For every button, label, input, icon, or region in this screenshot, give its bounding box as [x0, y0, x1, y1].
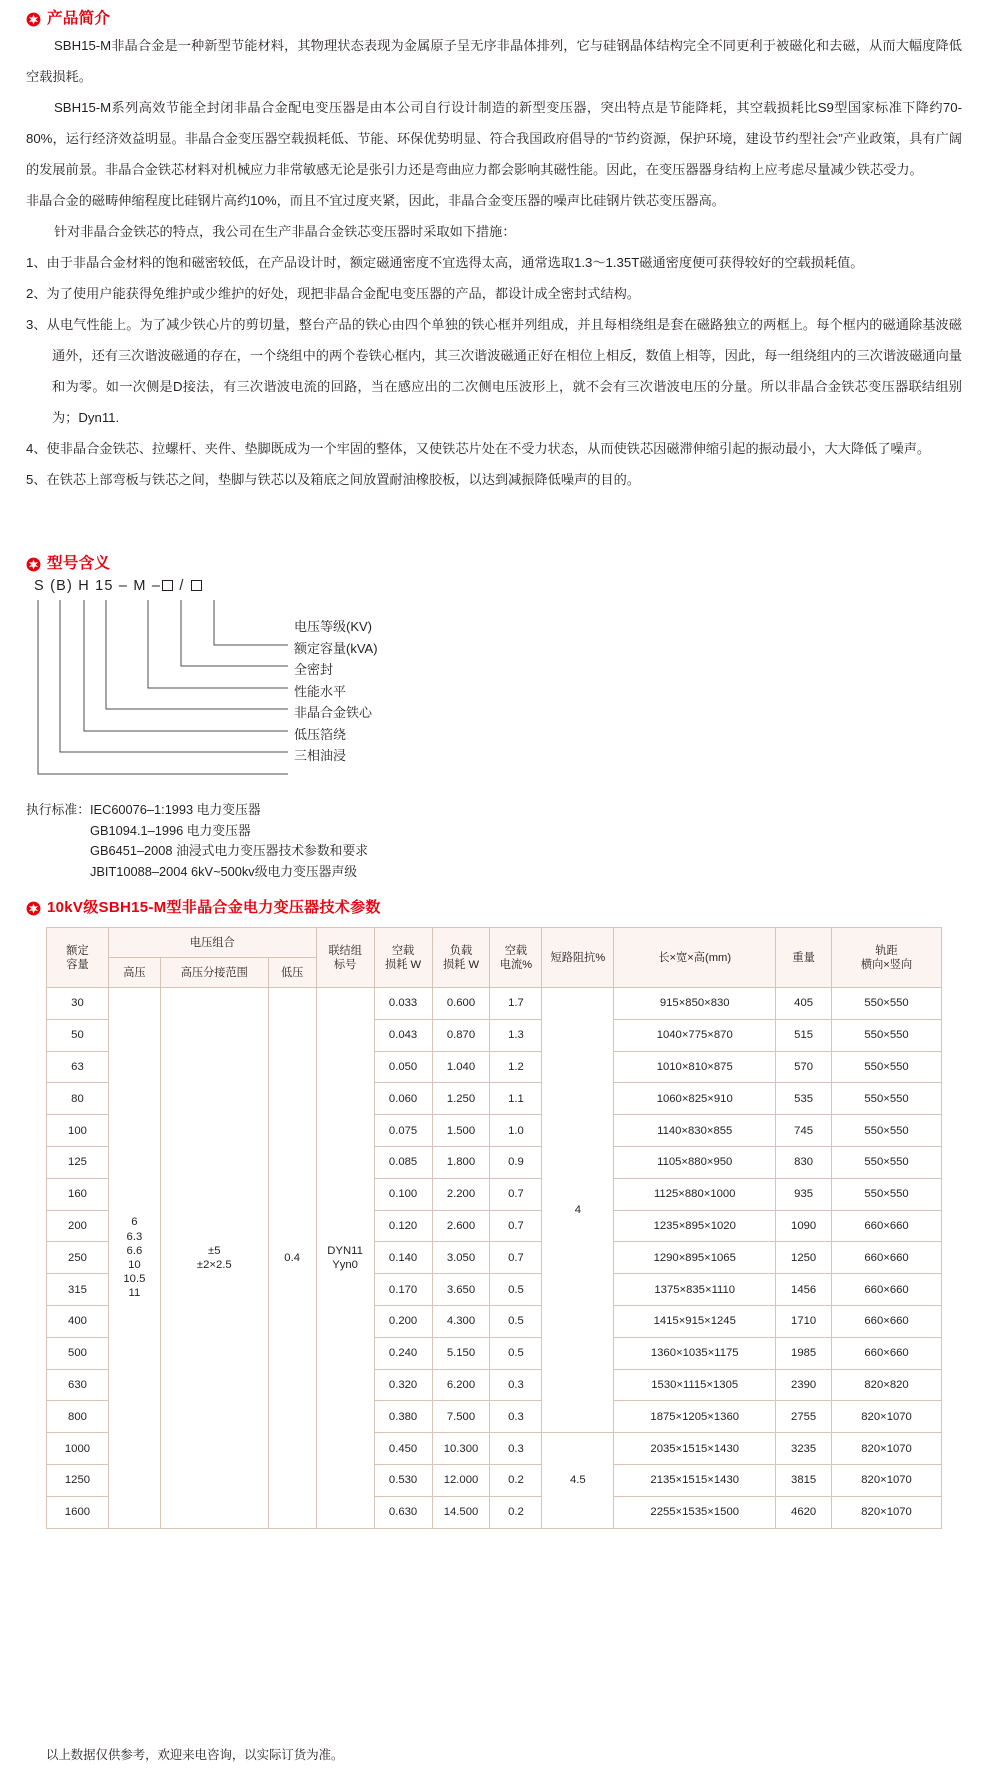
cell-dimensions: 2035×1515×1430 [614, 1433, 776, 1465]
cell-gauge: 820×1070 [832, 1464, 942, 1496]
cell-weight: 570 [776, 1051, 832, 1083]
cell-load-loss: 14.500 [432, 1496, 490, 1528]
cell-group: DYN11 Yyn0 [316, 988, 374, 1529]
cell-no-load-current: 0.3 [490, 1369, 542, 1401]
cell-dimensions: 1290×895×1065 [614, 1242, 776, 1274]
spec-table-body [47, 988, 942, 1529]
cell-weight: 745 [776, 1115, 832, 1147]
cell-no-load-loss: 0.050 [374, 1051, 432, 1083]
cell-no-load-current: 1.3 [490, 1019, 542, 1051]
measure-item-3: 3、从电气性能上。为了减少铁心片的剪切量，整台产品的铁心由四个单独的铁心框并列组成，并且每相绕组是套在磁路独立的两框上。每个框内的磁通除基波磁通外，还有三次谐波磁通的存在，一个绕组中的两个卷铁心框内，其三次谐波磁通正好在相位上相反，数值上相等，因此，每一组绕组内的三次谐波磁通向量和为零。如一次侧是D接法，有三次谐波电流的回路，当在感应出的二次侧电压波形上，就不会有三次谐波电压的分量。所以非晶合金铁芯变压器联结组别为；Dyn11. [26, 317, 962, 425]
cell-no-load-loss: 0.240 [374, 1337, 432, 1369]
cell-load-loss: 12.000 [432, 1464, 490, 1496]
section-heading-model [26, 556, 110, 572]
cell-no-load-current: 0.7 [490, 1242, 542, 1274]
cell-no-load-current: 0.7 [490, 1178, 542, 1210]
cell-hv-tap: ±5 ±2×2.5 [160, 988, 268, 1529]
standards-block [26, 800, 368, 882]
header-capacity: 额定 容量 [47, 928, 109, 988]
standard-item-jbit: JBIT10088–2004 6kV~500kv级电力变压器声级 [89, 863, 358, 879]
header-voltage-combo: 电压组合 [108, 928, 316, 958]
cell-weight: 2755 [776, 1401, 832, 1433]
cell-load-loss: 3.050 [432, 1242, 490, 1274]
measure-item-1: 1、由于非晶合金材料的饱和磁密较低，在产品设计时，额定磁通密度不宜选得太高，通常选取1.3～1.35T磁通密度便可获得较好的空载损耗值。 [26, 255, 864, 270]
cell-gauge: 820×1070 [832, 1433, 942, 1465]
cell-weight: 1985 [776, 1337, 832, 1369]
cell-capacity: 1250 [47, 1464, 109, 1496]
cell-no-load-loss: 0.075 [374, 1115, 432, 1147]
model-designation-diagram [26, 578, 586, 793]
cell-dimensions: 1235×895×1020 [614, 1210, 776, 1242]
cell-no-load-loss: 0.630 [374, 1496, 432, 1528]
star-icon [26, 901, 41, 916]
cell-capacity: 500 [47, 1337, 109, 1369]
cell-capacity: 800 [47, 1401, 109, 1433]
cell-load-loss: 4.300 [432, 1305, 490, 1337]
cell-dimensions: 1105×880×950 [614, 1146, 776, 1178]
cell-capacity: 100 [47, 1115, 109, 1147]
table-row [47, 988, 942, 1020]
cell-load-loss: 1.040 [432, 1051, 490, 1083]
model-label-amorphous-core: 非晶合金铁心 [294, 705, 373, 720]
cell-load-loss: 7.500 [432, 1401, 490, 1433]
cell-gauge: 820×1070 [832, 1496, 942, 1528]
cell-no-load-loss: 0.043 [374, 1019, 432, 1051]
cell-load-loss: 1.250 [432, 1083, 490, 1115]
cell-no-load-current: 0.3 [490, 1433, 542, 1465]
model-label-list [294, 616, 584, 767]
section-heading-intro [26, 11, 110, 27]
model-label-performance-level: 性能水平 [294, 683, 347, 699]
cell-capacity: 30 [47, 988, 109, 1020]
cell-capacity: 1000 [47, 1433, 109, 1465]
cell-gauge: 550×550 [832, 1146, 942, 1178]
cell-capacity: 250 [47, 1242, 109, 1274]
cell-gauge: 660×660 [832, 1337, 942, 1369]
cell-weight: 515 [776, 1019, 832, 1051]
cell-no-load-loss: 0.380 [374, 1401, 432, 1433]
model-code-text: S (B) H 15 – M – [34, 578, 162, 594]
intro-body [26, 30, 962, 495]
cell-dimensions: 2135×1515×1430 [614, 1464, 776, 1496]
cell-impedance-low: 4 [542, 988, 614, 1433]
cell-no-load-loss: 0.085 [374, 1146, 432, 1178]
cell-no-load-current: 1.0 [490, 1115, 542, 1147]
cell-gauge: 550×550 [832, 1178, 942, 1210]
header-no-load-current: 空载 电流% [490, 928, 542, 988]
cell-weight: 1456 [776, 1274, 832, 1306]
cell-weight: 3235 [776, 1433, 832, 1465]
model-label-fully-sealed: 全密封 [294, 662, 334, 677]
cell-capacity: 1600 [47, 1496, 109, 1528]
cell-dimensions: 2255×1535×1500 [614, 1496, 776, 1528]
cell-no-load-loss: 0.450 [374, 1433, 432, 1465]
header-dimensions: 长×宽×高(mm) [614, 928, 776, 988]
spec-table [46, 927, 942, 1529]
standard-item-iec: IEC60076–1:1993 电力变压器 [89, 802, 261, 817]
model-label-voltage-class: 电压等级(KV) [294, 619, 373, 634]
cell-load-loss: 1.500 [432, 1115, 490, 1147]
cell-capacity: 160 [47, 1178, 109, 1210]
cell-dimensions: 1040×775×870 [614, 1019, 776, 1051]
standard-item-gb6451: GB6451–2008 油浸式电力变压器技术参数和要求 [89, 843, 369, 858]
cell-weight: 535 [776, 1083, 832, 1115]
header-load-loss: 负载 损耗 W [432, 928, 490, 988]
cell-weight: 935 [776, 1178, 832, 1210]
cell-weight: 3815 [776, 1464, 832, 1496]
spec-table-head [47, 928, 942, 988]
cell-hv: 6 6.3 6.6 10 10.5 11 [108, 988, 160, 1529]
section-heading-spec-table [26, 900, 381, 915]
cell-gauge: 550×550 [832, 1083, 942, 1115]
header-hv-tap: 高压分接范围 [160, 958, 268, 988]
cell-no-load-current: 0.2 [490, 1464, 542, 1496]
measure-item-2: 2、为了使用户能获得免维护或少维护的好处，现把非晶合金配电变压器的产品，都设计成全密封式结构。 [26, 286, 640, 301]
cell-gauge: 550×550 [832, 1019, 942, 1051]
cell-dimensions: 1125×880×1000 [614, 1178, 776, 1210]
cell-load-loss: 1.800 [432, 1146, 490, 1178]
intro-paragraph-3: 非晶合金的磁畴伸缩程度比硅钢片高约10%，而且不宜过度夹紧，因此，非晶合金变压器的噪声比硅钢片铁芯变压器高。 [26, 193, 725, 208]
cell-no-load-loss: 0.320 [374, 1369, 432, 1401]
cell-capacity: 125 [47, 1146, 109, 1178]
cell-no-load-current: 1.1 [490, 1083, 542, 1115]
model-code-string: S (B) H 15 – M – / [34, 578, 203, 594]
cell-no-load-current: 0.9 [490, 1146, 542, 1178]
cell-gauge: 660×660 [832, 1210, 942, 1242]
cell-no-load-current: 0.7 [490, 1210, 542, 1242]
cell-gauge: 820×1070 [832, 1401, 942, 1433]
star-icon [26, 557, 41, 572]
cell-load-loss: 2.200 [432, 1178, 490, 1210]
cell-gauge: 660×660 [832, 1274, 942, 1306]
cell-no-load-loss: 0.100 [374, 1178, 432, 1210]
measure-item-4: 4、使非晶合金铁芯、拉螺杆、夹件、垫脚既成为一个牢固的整体，又使铁芯片处在不受力状态，从而使铁芯因磁滞伸缩引起的振动最小，大大降低了噪声。 [26, 441, 931, 456]
cell-weight: 1710 [776, 1305, 832, 1337]
cell-dimensions: 1415×915×1245 [614, 1305, 776, 1337]
header-group: 联结组 标号 [316, 928, 374, 988]
standards-label: 执行标准： [26, 802, 90, 817]
cell-load-loss: 6.200 [432, 1369, 490, 1401]
cell-capacity: 200 [47, 1210, 109, 1242]
measure-item-5: 5、在铁芯上部弯板与铁芯之间，垫脚与铁芯以及箱底之间放置耐油橡胶板，以达到减振降低噪声的目的。 [26, 472, 640, 487]
cell-capacity: 63 [47, 1051, 109, 1083]
model-label-rated-capacity: 额定容量(kVA) [294, 640, 378, 656]
cell-weight: 2390 [776, 1369, 832, 1401]
cell-load-loss: 5.150 [432, 1337, 490, 1369]
intro-paragraph-2: SBH15-M系列高效节能全封闭非晶合金配电变压器是由本公司自行设计制造的新型变压器，突出特点是节能降耗，其空载损耗比S9型国家标准下降约70-80%，运行经济效益明显。非晶合金变压器空载损耗低、节能、环保优势明显、符合我国政府倡导的“节约资源，保护环境，建设节约型社会”产业政策，具有广阔的发展前景。非晶合金铁芯材料对机械应力非常敏感无论是张引力还是弯曲应力都会影响其磁性能。因此，在变压器器身结构上应考虑尽量减少铁芯受力。 [26, 100, 962, 177]
cell-gauge: 660×660 [832, 1305, 942, 1337]
cell-dimensions: 1060×825×910 [614, 1083, 776, 1115]
header-lv: 低压 [268, 958, 316, 988]
cell-no-load-loss: 0.120 [374, 1210, 432, 1242]
section-title-intro: 产品简介 [47, 10, 111, 27]
cell-weight: 405 [776, 988, 832, 1020]
cell-no-load-loss: 0.033 [374, 988, 432, 1020]
cell-no-load-loss: 0.530 [374, 1464, 432, 1496]
cell-weight: 1250 [776, 1242, 832, 1274]
cell-no-load-loss: 0.170 [374, 1274, 432, 1306]
cell-load-loss: 10.300 [432, 1433, 490, 1465]
header-hv: 高压 [108, 958, 160, 988]
cell-capacity: 80 [47, 1083, 109, 1115]
header-impedance: 短路阻抗% [542, 928, 614, 988]
cell-gauge: 660×660 [832, 1242, 942, 1274]
intro-paragraph-4: 针对非晶合金铁芯的特点，我公司在生产非晶合金铁芯变压器时采取如下措施： [54, 224, 516, 239]
cell-impedance-high: 4.5 [542, 1433, 614, 1528]
header-gauge: 轨距 横向×竖向 [832, 928, 942, 988]
cell-dimensions: 1530×1115×1305 [614, 1369, 776, 1401]
cell-no-load-current: 1.2 [490, 1051, 542, 1083]
spec-table-header-row-1 [47, 928, 942, 958]
cell-no-load-current: 0.5 [490, 1274, 542, 1306]
cell-dimensions: 915×850×830 [614, 988, 776, 1020]
cell-capacity: 400 [47, 1305, 109, 1337]
standard-item-gb1094: GB1094.1–1996 电力变压器 [89, 822, 251, 838]
cell-no-load-loss: 0.060 [374, 1083, 432, 1115]
cell-load-loss: 0.600 [432, 988, 490, 1020]
cell-load-loss: 0.870 [432, 1019, 490, 1051]
cell-load-loss: 2.600 [432, 1210, 490, 1242]
cell-gauge: 550×550 [832, 1051, 942, 1083]
cell-dimensions: 1010×810×875 [614, 1051, 776, 1083]
cell-capacity: 630 [47, 1369, 109, 1401]
cell-capacity: 315 [47, 1274, 109, 1306]
cell-dimensions: 1375×835×1110 [614, 1274, 776, 1306]
cell-capacity: 50 [47, 1019, 109, 1051]
header-weight: 重量 [776, 928, 832, 988]
model-label-lv-foil-winding: 低压箔绕 [294, 726, 347, 742]
cell-no-load-current: 0.5 [490, 1337, 542, 1369]
cell-load-loss: 3.650 [432, 1274, 490, 1306]
cell-no-load-current: 1.7 [490, 988, 542, 1020]
cell-no-load-current: 0.2 [490, 1496, 542, 1528]
cell-gauge: 550×550 [832, 988, 942, 1020]
intro-paragraph-1: SBH15-M非晶合金是一种新型节能材料，其物理状态表现为金属原子呈无序非晶体排列，它与硅钢晶体结构完全不同更利于被磁化和去磁，从而大幅度降低空载损耗。 [26, 38, 962, 84]
cell-dimensions: 1140×830×855 [614, 1115, 776, 1147]
cell-gauge: 820×820 [832, 1369, 942, 1401]
table-footnote: 以上数据仅供参考，欢迎来电咨询，以实际订货为准。 [46, 1748, 344, 1762]
cell-weight: 4620 [776, 1496, 832, 1528]
cell-weight: 1090 [776, 1210, 832, 1242]
cell-no-load-current: 0.3 [490, 1401, 542, 1433]
section-title-spec-table: 10kV级SBH15-M型非晶合金电力变压器技术参数 [47, 899, 381, 916]
cell-dimensions: 1360×1035×1175 [614, 1337, 776, 1369]
cell-no-load-current: 0.5 [490, 1305, 542, 1337]
star-icon [26, 12, 41, 27]
standards-list [90, 800, 368, 882]
model-label-three-phase-oil: 三相油浸 [294, 748, 347, 763]
section-title-model: 型号含义 [47, 555, 111, 572]
cell-lv: 0.4 [268, 988, 316, 1529]
cell-weight: 830 [776, 1146, 832, 1178]
cell-no-load-loss: 0.140 [374, 1242, 432, 1274]
cell-gauge: 550×550 [832, 1115, 942, 1147]
header-no-load-loss: 空载 损耗 W [374, 928, 432, 988]
cell-dimensions: 1875×1205×1360 [614, 1401, 776, 1433]
cell-no-load-loss: 0.200 [374, 1305, 432, 1337]
